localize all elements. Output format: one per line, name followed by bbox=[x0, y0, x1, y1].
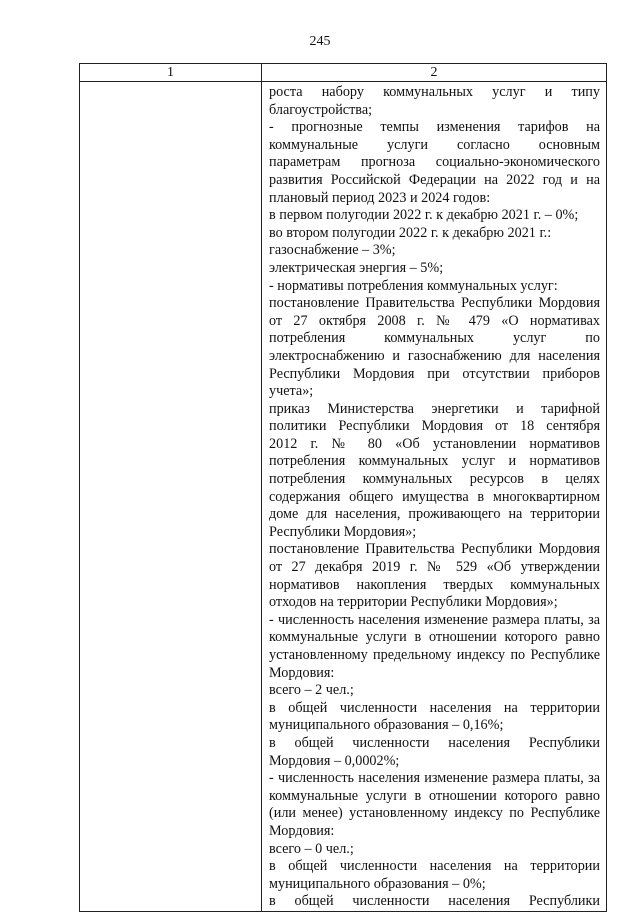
table-header-row bbox=[80, 64, 607, 82]
text-line: развития Российской Федерации на 2022 год и на bbox=[269, 171, 600, 188]
text-line: роста набору коммунальных услуг и типу bbox=[269, 84, 600, 100]
text-line: коммунальные услуги согласно основным bbox=[269, 136, 600, 153]
text-line: учета»; bbox=[269, 383, 314, 400]
text-line: приказ Министерства энергетики и тарифной bbox=[269, 400, 600, 417]
text-line: благоустройства; bbox=[269, 101, 373, 118]
text-line: Мордовия: bbox=[269, 822, 335, 839]
text-line: политики Республики Мордовия от 18 сентября bbox=[269, 418, 600, 435]
document-table bbox=[79, 63, 607, 912]
page-number: 245 bbox=[309, 34, 331, 49]
column-1-cell bbox=[80, 82, 262, 912]
text-line: потребления коммунальных услуг и нормативов bbox=[269, 453, 600, 470]
text-line: в первом полугодии 2022 г. к декабрю 2021 г. – 0%; bbox=[269, 207, 579, 224]
text-line: постановление Правительства Республики Мордовия bbox=[269, 295, 600, 312]
text-line: постановление Правительства Республики Мордовия bbox=[269, 541, 600, 558]
table-body-row bbox=[80, 82, 607, 912]
column-2-cell bbox=[262, 82, 607, 912]
text-line: - нормативы потребления коммунальных услуг: bbox=[269, 277, 558, 294]
text-line: доме для населения, проживающего на территории bbox=[269, 506, 600, 523]
text-line: - численность населения изменение размера платы, за bbox=[269, 611, 600, 628]
text-line: Республики Мордовия при отсутствии приборов bbox=[269, 365, 600, 382]
text-line: содержания общего имущества в многоквартирном bbox=[269, 488, 600, 505]
text-line: параметрам прогноза социально-экономического bbox=[269, 154, 600, 171]
text-line: Республики Мордовия»; bbox=[269, 523, 417, 540]
text-line: - прогнозные темпы изменения тарифов на bbox=[269, 119, 600, 136]
text-line: плановый период 2023 и 2024 годов: bbox=[269, 189, 491, 206]
text-line: в общей численности населения Республики bbox=[269, 893, 600, 910]
text-line: коммунальные услуги в отношении которого равно bbox=[269, 629, 600, 646]
text-line: электрическая энергия – 5%; bbox=[269, 259, 444, 276]
text-line: в общей численности населения на территории bbox=[269, 699, 600, 716]
text-line: установленному предельному индексу по Республике bbox=[269, 647, 600, 663]
text-line: отходов на территории Республики Мордовия»; bbox=[269, 594, 558, 611]
text-line: от 27 декабря 2019 г. № 529 «Об утверждении bbox=[269, 559, 600, 576]
text-line: всего – 2 чел.; bbox=[269, 682, 354, 699]
cell-text bbox=[262, 82, 606, 911]
text-line: газоснабжение – 3%; bbox=[269, 242, 396, 259]
text-line: в общей численности населения на территории bbox=[269, 858, 600, 875]
text-line: 2012 г. № 80 «Об установлении нормативов bbox=[269, 435, 600, 452]
text-line: потребления коммунальных услуг по bbox=[269, 330, 600, 347]
text-line: муниципального образования – 0%; bbox=[269, 875, 486, 892]
column-header-1: 1 bbox=[80, 64, 262, 82]
text-line: (или менее) установленному индексу по Республике bbox=[269, 805, 600, 822]
text-line: электроснабжению и газоснабжению для населения bbox=[269, 347, 600, 364]
text-line: Мордовия – 0,0002%; bbox=[269, 752, 400, 769]
text-line: коммунальные услуги в отношении которого равно bbox=[269, 787, 600, 804]
text-line: Мордовия: bbox=[269, 664, 335, 681]
text-line: потребления коммунальных ресурсов в целях bbox=[269, 471, 600, 488]
text-line: в общей численности населения Республики bbox=[269, 734, 600, 751]
column-header-2: 2 bbox=[262, 64, 607, 82]
text-line: нормативов накопления твердых коммунальных bbox=[269, 576, 600, 593]
text-line: - численность населения изменение размера платы, за bbox=[269, 770, 600, 787]
text-line: от 27 октября 2008 г. № 479 «О нормативах bbox=[269, 312, 600, 329]
text-line: во втором полугодии 2022 г. к декабрю 2021 г.: bbox=[269, 224, 552, 241]
text-line: всего – 0 чел.; bbox=[269, 840, 354, 857]
text-line: муниципального образования – 0,16%; bbox=[269, 717, 504, 734]
